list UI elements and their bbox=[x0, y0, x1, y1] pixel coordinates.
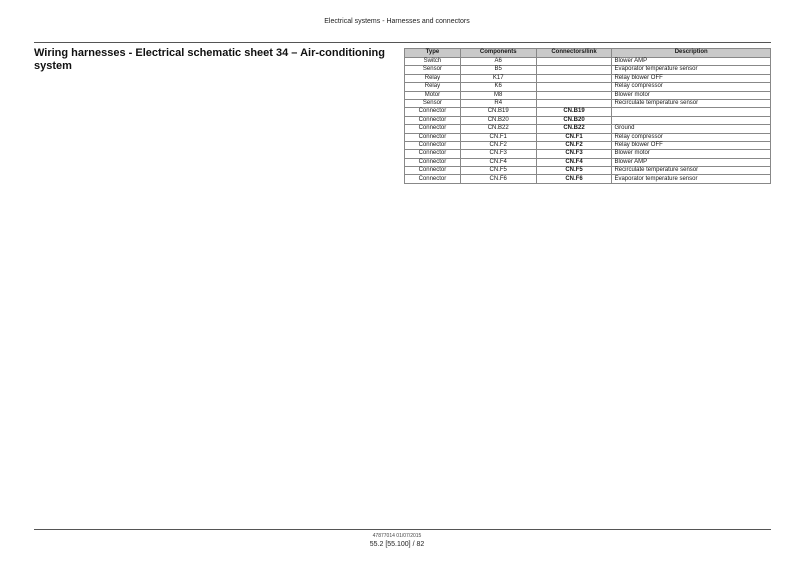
table-header-row bbox=[405, 49, 771, 58]
cell-description: Recirculate temperature sensor bbox=[612, 99, 771, 107]
footer-divider bbox=[34, 529, 771, 530]
table-row bbox=[405, 133, 771, 141]
table-row bbox=[405, 108, 771, 116]
column-header-description: Description bbox=[612, 49, 771, 58]
cell-connector: CN.B20 bbox=[536, 116, 612, 124]
cell-description: Relay compressor bbox=[612, 83, 771, 91]
cell-description: Relay blower OFF bbox=[612, 74, 771, 82]
cell-component: CN.F3 bbox=[460, 150, 536, 158]
cell-description: Evaporator temperature sensor bbox=[612, 175, 771, 183]
column-header-connectors: Connectors/link bbox=[536, 49, 612, 58]
page-header: Electrical systems - Harnesses and connectors bbox=[324, 18, 470, 25]
cell-connector bbox=[536, 91, 612, 99]
cell-connector bbox=[536, 58, 612, 66]
cell-description: Blower motor bbox=[612, 150, 771, 158]
table-body bbox=[405, 58, 771, 184]
table-row bbox=[405, 125, 771, 133]
cell-connector: CN.F6 bbox=[536, 175, 612, 183]
cell-component: CN.F6 bbox=[460, 175, 536, 183]
table-row bbox=[405, 91, 771, 99]
table-row bbox=[405, 150, 771, 158]
cell-component: A6 bbox=[460, 58, 536, 66]
cell-type: Connector bbox=[405, 116, 461, 124]
cell-type: Connector bbox=[405, 158, 461, 166]
document-code: 47877014 01/07/2015 bbox=[372, 533, 422, 539]
cell-type: Sensor bbox=[405, 66, 461, 74]
cell-component: M8 bbox=[460, 91, 536, 99]
table-row bbox=[405, 175, 771, 183]
cell-description: Blower AMP bbox=[612, 58, 771, 66]
cell-description: Evaporator temperature sensor bbox=[612, 66, 771, 74]
cell-type: Sensor bbox=[405, 99, 461, 107]
cell-type: Connector bbox=[405, 167, 461, 175]
cell-description bbox=[612, 108, 771, 116]
cell-component: CN.F5 bbox=[460, 167, 536, 175]
cell-description: Relay compressor bbox=[612, 133, 771, 141]
cell-connector bbox=[536, 74, 612, 82]
cell-type: Connector bbox=[405, 150, 461, 158]
cell-type: Connector bbox=[405, 125, 461, 133]
cell-description: Blower motor bbox=[612, 91, 771, 99]
cell-component: K6 bbox=[460, 83, 536, 91]
cell-type: Connector bbox=[405, 175, 461, 183]
table-row bbox=[405, 83, 771, 91]
cell-component: CN.B19 bbox=[460, 108, 536, 116]
cell-component: CN.B22 bbox=[460, 125, 536, 133]
page-title: Wiring harnesses - Electrical schematic sheet 34 – Air-conditioning system bbox=[34, 47, 385, 72]
cell-type: Relay bbox=[405, 74, 461, 82]
cell-description: Blower AMP bbox=[612, 158, 771, 166]
table-row bbox=[405, 116, 771, 124]
cell-connector: CN.B22 bbox=[536, 125, 612, 133]
cell-type: Motor bbox=[405, 91, 461, 99]
table-row bbox=[405, 167, 771, 175]
cell-description bbox=[612, 116, 771, 124]
cell-component: CN.F1 bbox=[460, 133, 536, 141]
cell-description: Recirculate temperature sensor bbox=[612, 167, 771, 175]
cell-connector bbox=[536, 66, 612, 74]
table-row bbox=[405, 74, 771, 82]
table-row bbox=[405, 66, 771, 74]
table-row bbox=[405, 58, 771, 66]
cell-component: CN.F4 bbox=[460, 158, 536, 166]
table-row bbox=[405, 158, 771, 166]
cell-connector bbox=[536, 99, 612, 107]
header-divider bbox=[34, 42, 771, 43]
cell-component: CN.B20 bbox=[460, 116, 536, 124]
cell-type: Switch bbox=[405, 58, 461, 66]
cell-type: Connector bbox=[405, 108, 461, 116]
cell-component: K17 bbox=[460, 74, 536, 82]
cell-connector bbox=[536, 83, 612, 91]
cell-type: Connector bbox=[405, 141, 461, 149]
cell-component: B5 bbox=[460, 66, 536, 74]
cell-connector: CN.F4 bbox=[536, 158, 612, 166]
column-header-components: Components bbox=[460, 49, 536, 58]
components-table bbox=[404, 48, 771, 184]
cell-connector: CN.F1 bbox=[536, 133, 612, 141]
cell-description: Ground bbox=[612, 125, 771, 133]
cell-connector: CN.F5 bbox=[536, 167, 612, 175]
table-row bbox=[405, 141, 771, 149]
cell-connector: CN.F3 bbox=[536, 150, 612, 158]
column-header-type: Type bbox=[405, 49, 461, 58]
table-row bbox=[405, 99, 771, 107]
cell-type: Relay bbox=[405, 83, 461, 91]
cell-component: CN.F2 bbox=[460, 141, 536, 149]
cell-connector: CN.F2 bbox=[536, 141, 612, 149]
cell-component: R4 bbox=[460, 99, 536, 107]
cell-connector: CN.B19 bbox=[536, 108, 612, 116]
page-number: 55.2 [55.100] / 82 bbox=[369, 541, 425, 548]
cell-type: Connector bbox=[405, 133, 461, 141]
cell-description: Relay blower OFF bbox=[612, 141, 771, 149]
